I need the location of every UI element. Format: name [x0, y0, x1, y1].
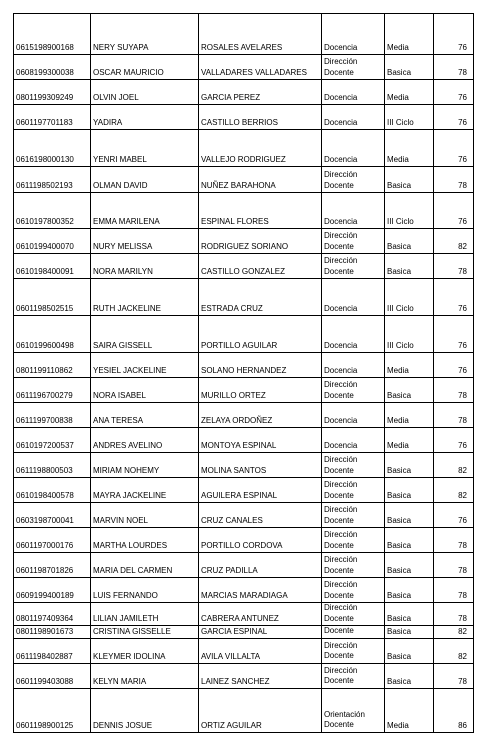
- id-cell: 0801199110862: [14, 353, 91, 378]
- score-cell: 78: [434, 663, 474, 688]
- first-name-cell: LILIAN JAMILETH: [91, 603, 199, 626]
- first-name-cell: EMMA MARILENA: [91, 193, 199, 229]
- score-cell: 76: [434, 14, 474, 55]
- score-cell: 78: [434, 55, 474, 80]
- last-name-cell: RODRIGUEZ SORIANO: [199, 229, 322, 254]
- score-cell: 82: [434, 229, 474, 254]
- role-cell: Dirección Docente: [322, 378, 385, 403]
- table-row: [14, 528, 474, 553]
- level-cell: Media: [385, 80, 434, 105]
- last-name-cell: PORTILLO CORDOVA: [199, 528, 322, 553]
- role-cell: Dirección Docente: [322, 453, 385, 478]
- last-name-cell: LAINEZ SANCHEZ: [199, 663, 322, 688]
- last-name-cell: MURILLO ORTEZ: [199, 378, 322, 403]
- last-name-cell: PORTILLO AGUILAR: [199, 316, 322, 353]
- score-cell: 78: [434, 603, 474, 626]
- last-name-cell: ORTIZ AGUILAR: [199, 688, 322, 732]
- first-name-cell: KELYN MARIA: [91, 663, 199, 688]
- first-name-cell: MIRIAM NOHEMY: [91, 453, 199, 478]
- id-cell: 0601198502515: [14, 279, 91, 316]
- role-cell: Dirección Docente: [322, 663, 385, 688]
- id-cell: 0601199403088: [14, 663, 91, 688]
- role-cell: Dirección Docente: [322, 638, 385, 663]
- last-name-cell: ESTRADA CRUZ: [199, 279, 322, 316]
- score-cell: 76: [434, 193, 474, 229]
- id-cell: 0601197000176: [14, 528, 91, 553]
- first-name-cell: OLVIN JOEL: [91, 80, 199, 105]
- table-row: [14, 428, 474, 453]
- first-name-cell: NERY SUYAPA: [91, 14, 199, 55]
- role-cell: Dirección Docente: [322, 553, 385, 578]
- score-cell: 78: [434, 167, 474, 193]
- level-cell: Media: [385, 14, 434, 55]
- role-cell: Docencia: [322, 14, 385, 55]
- id-cell: 0601197701183: [14, 105, 91, 130]
- role-cell: Dirección Docente: [322, 254, 385, 279]
- table-body: [14, 14, 474, 733]
- score-cell: 76: [434, 130, 474, 167]
- level-cell: Basica: [385, 254, 434, 279]
- last-name-cell: MONTOYA ESPINAL: [199, 428, 322, 453]
- level-cell: Media: [385, 403, 434, 428]
- score-cell: 82: [434, 626, 474, 639]
- table-row: [14, 603, 474, 626]
- id-cell: 0801198901673: [14, 626, 91, 639]
- role-cell: Docencia: [322, 105, 385, 130]
- level-cell: Basica: [385, 578, 434, 603]
- last-name-cell: CRUZ PADILLA: [199, 553, 322, 578]
- level-cell: III Ciclo: [385, 193, 434, 229]
- table-row: [14, 254, 474, 279]
- last-name-cell: CRUZ CANALES: [199, 503, 322, 528]
- id-cell: 0610197200537: [14, 428, 91, 453]
- role-cell: Dirección Docente: [322, 55, 385, 80]
- first-name-cell: CRISTINA GISSELLE: [91, 626, 199, 639]
- level-cell: Basica: [385, 553, 434, 578]
- role-cell: Docencia: [322, 80, 385, 105]
- score-cell: 78: [434, 528, 474, 553]
- role-cell: Orientación Docente: [322, 688, 385, 732]
- score-cell: 76: [434, 503, 474, 528]
- last-name-cell: CASTILLO GONZALEZ: [199, 254, 322, 279]
- id-cell: 0601198701826: [14, 553, 91, 578]
- score-cell: 76: [434, 316, 474, 353]
- table-row: [14, 688, 474, 732]
- table-row: [14, 478, 474, 503]
- id-cell: 0611198402887: [14, 638, 91, 663]
- role-cell: Docente: [322, 626, 385, 639]
- last-name-cell: ZELAYA ORDOÑEZ: [199, 403, 322, 428]
- id-cell: 0601198900125: [14, 688, 91, 732]
- first-name-cell: YENRI MABEL: [91, 130, 199, 167]
- score-cell: 78: [434, 403, 474, 428]
- first-name-cell: ANA TERESA: [91, 403, 199, 428]
- role-cell: Dirección Docente: [322, 229, 385, 254]
- last-name-cell: AVILA VILLALTA: [199, 638, 322, 663]
- level-cell: Media: [385, 130, 434, 167]
- last-name-cell: ESPINAL FLORES: [199, 193, 322, 229]
- first-name-cell: MARTHA LOURDES: [91, 528, 199, 553]
- table-row: [14, 316, 474, 353]
- first-name-cell: DENNIS JOSUE: [91, 688, 199, 732]
- role-cell: Docencia: [322, 353, 385, 378]
- score-cell: 78: [434, 378, 474, 403]
- table-row: [14, 167, 474, 193]
- role-cell: Docencia: [322, 193, 385, 229]
- role-cell: Dirección Docente: [322, 478, 385, 503]
- table-row: [14, 193, 474, 229]
- first-name-cell: KLEYMER IDOLINA: [91, 638, 199, 663]
- id-cell: 0611199700838: [14, 403, 91, 428]
- last-name-cell: VALLADARES VALLADARES: [199, 55, 322, 80]
- last-name-cell: NUÑEZ BARAHONA: [199, 167, 322, 193]
- table-row: [14, 353, 474, 378]
- first-name-cell: OSCAR MAURICIO: [91, 55, 199, 80]
- score-cell: 86: [434, 688, 474, 732]
- id-cell: 0611196700279: [14, 378, 91, 403]
- last-name-cell: CASTILLO BERRIOS: [199, 105, 322, 130]
- first-name-cell: LUIS FERNANDO: [91, 578, 199, 603]
- level-cell: Media: [385, 353, 434, 378]
- last-name-cell: VALLEJO RODRIGUEZ: [199, 130, 322, 167]
- id-cell: 0611198800503: [14, 453, 91, 478]
- id-cell: 0610197800352: [14, 193, 91, 229]
- table-row: [14, 229, 474, 254]
- id-cell: 0610199400070: [14, 229, 91, 254]
- table-row: [14, 378, 474, 403]
- first-name-cell: YADIRA: [91, 105, 199, 130]
- table-row: [14, 403, 474, 428]
- level-cell: Basica: [385, 503, 434, 528]
- first-name-cell: NORA MARILYN: [91, 254, 199, 279]
- table-row: [14, 55, 474, 80]
- role-cell: Dirección Docente: [322, 528, 385, 553]
- level-cell: III Ciclo: [385, 279, 434, 316]
- score-cell: 82: [434, 638, 474, 663]
- table-row: [14, 663, 474, 688]
- last-name-cell: AGUILERA ESPINAL: [199, 478, 322, 503]
- table-row: [14, 578, 474, 603]
- last-name-cell: MOLINA SANTOS: [199, 453, 322, 478]
- level-cell: Basica: [385, 626, 434, 639]
- score-cell: 78: [434, 553, 474, 578]
- score-cell: 76: [434, 428, 474, 453]
- last-name-cell: SOLANO HERNANDEZ: [199, 353, 322, 378]
- role-cell: Docencia: [322, 403, 385, 428]
- level-cell: Media: [385, 428, 434, 453]
- role-cell: Dirección Docente: [322, 578, 385, 603]
- first-name-cell: OLMAN DAVID: [91, 167, 199, 193]
- first-name-cell: MARIA DEL CARMEN: [91, 553, 199, 578]
- table-row: [14, 130, 474, 167]
- table-row: [14, 14, 474, 55]
- id-cell: 0609199400189: [14, 578, 91, 603]
- table-row: [14, 453, 474, 478]
- last-name-cell: GARCIA ESPINAL: [199, 626, 322, 639]
- first-name-cell: NORA ISABEL: [91, 378, 199, 403]
- level-cell: Basica: [385, 528, 434, 553]
- role-cell: Dirección Docente: [322, 167, 385, 193]
- level-cell: III Ciclo: [385, 316, 434, 353]
- id-cell: 0801197409364: [14, 603, 91, 626]
- level-cell: Basica: [385, 167, 434, 193]
- first-name-cell: MAYRA JACKELINE: [91, 478, 199, 503]
- role-cell: Dirección Docente: [322, 603, 385, 626]
- last-name-cell: CABRERA ANTUNEZ: [199, 603, 322, 626]
- first-name-cell: SAIRA GISSELL: [91, 316, 199, 353]
- level-cell: Basica: [385, 55, 434, 80]
- table-row: [14, 105, 474, 130]
- role-cell: Dirección Docente: [322, 503, 385, 528]
- last-name-cell: MARCIAS MARADIAGA: [199, 578, 322, 603]
- score-cell: 76: [434, 80, 474, 105]
- id-cell: 0801199309249: [14, 80, 91, 105]
- first-name-cell: YESIEL JACKELINE: [91, 353, 199, 378]
- role-cell: Docencia: [322, 316, 385, 353]
- role-cell: Docencia: [322, 130, 385, 167]
- level-cell: III Ciclo: [385, 105, 434, 130]
- last-name-cell: ROSALES AVELARES: [199, 14, 322, 55]
- level-cell: Basica: [385, 229, 434, 254]
- id-cell: 0610199600498: [14, 316, 91, 353]
- table-row: [14, 638, 474, 663]
- role-cell: Docencia: [322, 428, 385, 453]
- score-cell: 82: [434, 478, 474, 503]
- score-cell: 76: [434, 279, 474, 316]
- level-cell: Basica: [385, 478, 434, 503]
- level-cell: Media: [385, 688, 434, 732]
- id-cell: 0616198000130: [14, 130, 91, 167]
- teacher-results-table: [13, 13, 474, 733]
- table-row: [14, 80, 474, 105]
- last-name-cell: GARCIA PEREZ: [199, 80, 322, 105]
- score-cell: 78: [434, 254, 474, 279]
- level-cell: Basica: [385, 663, 434, 688]
- id-cell: 0615198900168: [14, 14, 91, 55]
- first-name-cell: NURY MELISSA: [91, 229, 199, 254]
- id-cell: 0608199300038: [14, 55, 91, 80]
- table-row: [14, 503, 474, 528]
- first-name-cell: MARVIN NOEL: [91, 503, 199, 528]
- level-cell: Basica: [385, 453, 434, 478]
- id-cell: 0610198400091: [14, 254, 91, 279]
- score-cell: 82: [434, 453, 474, 478]
- level-cell: Basica: [385, 638, 434, 663]
- score-cell: 76: [434, 353, 474, 378]
- table-row: [14, 626, 474, 639]
- id-cell: 0610198400578: [14, 478, 91, 503]
- id-cell: 0611198502193: [14, 167, 91, 193]
- table-row: [14, 553, 474, 578]
- id-cell: 0603198700041: [14, 503, 91, 528]
- score-cell: 76: [434, 105, 474, 130]
- role-cell: Docencia: [322, 279, 385, 316]
- table-row: [14, 279, 474, 316]
- first-name-cell: RUTH JACKELINE: [91, 279, 199, 316]
- level-cell: Basica: [385, 378, 434, 403]
- level-cell: Basica: [385, 603, 434, 626]
- score-cell: 78: [434, 578, 474, 603]
- first-name-cell: ANDRES AVELINO: [91, 428, 199, 453]
